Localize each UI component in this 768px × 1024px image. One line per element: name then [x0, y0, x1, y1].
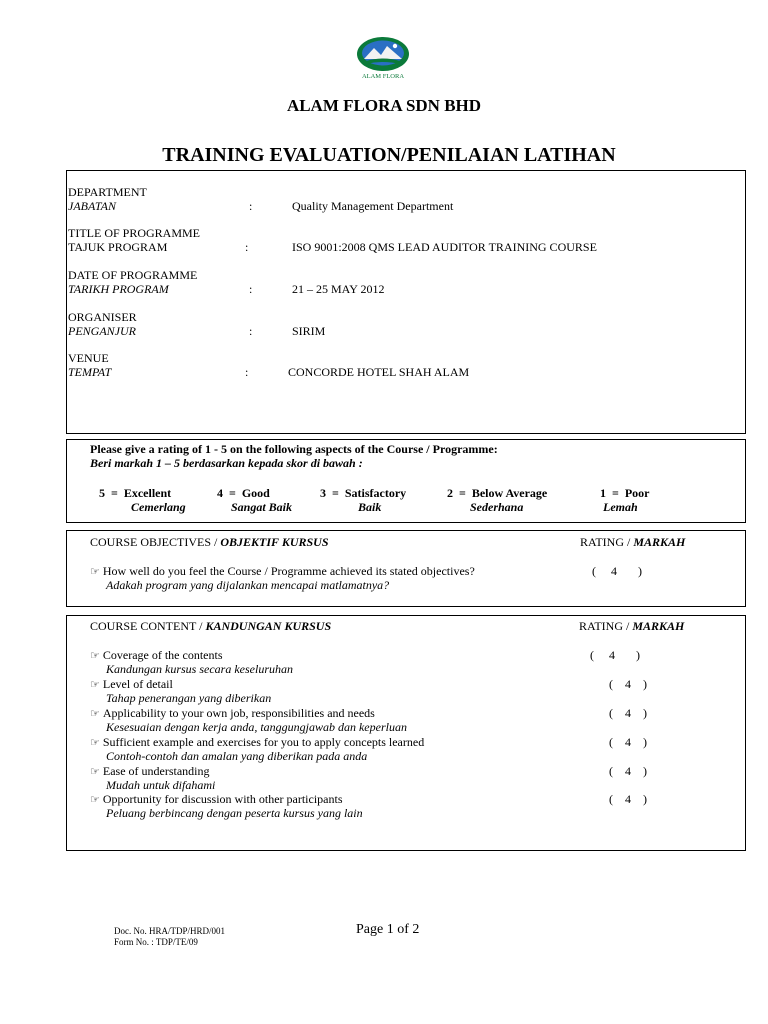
- scale-4-en: 4 = Good: [217, 486, 270, 500]
- venue-value: CONCORDE HOTEL SHAH ALAM: [288, 365, 470, 379]
- content-item-ease-rating: ( 4 ): [609, 764, 647, 778]
- pointing-hand-icon: ☞: [90, 766, 100, 778]
- content-item-examples-rating: ( 4 ): [609, 735, 647, 749]
- page-number: Page 1 of 2: [356, 922, 420, 937]
- title-value: ISO 9001:2008 QMS LEAD AUDITOR TRAINING COURSE: [292, 240, 597, 254]
- pointing-hand-icon: ☞: [90, 566, 100, 578]
- colon: :: [249, 324, 253, 338]
- venue-label: VENUE: [68, 351, 109, 365]
- scale-5-ms: Cemerlang: [131, 500, 186, 514]
- content-item-discussion: ☞ Opportunity for discussion with other participants: [90, 792, 343, 806]
- content-item-coverage-ms: Kandungan kursus secara keseluruhan: [106, 662, 293, 676]
- objectives-heading: COURSE OBJECTIVES / OBJEKTIF KURSUS: [90, 535, 329, 549]
- objectives-rating-heading: RATING / MARKAH: [580, 535, 686, 549]
- date-label: DATE OF PROGRAMME: [68, 268, 198, 282]
- form-title: TRAINING EVALUATION/PENILAIAN LATIHAN: [162, 144, 616, 166]
- content-item-coverage: ☞ Coverage of the contents: [90, 648, 223, 662]
- objective-item-1-rating: ( 4 ): [592, 564, 642, 578]
- content-item-examples-ms: Contoh-contoh dan amalan yang diberikan pada anda: [106, 749, 368, 763]
- tempat-label: TEMPAT: [68, 365, 112, 379]
- content-item-detail-rating: ( 4 ): [609, 677, 647, 691]
- jabatan-label: JABATAN: [68, 199, 116, 213]
- tarikh-label: TARIKH PROGRAM: [68, 282, 169, 296]
- tajuk-label: TAJUK PROGRAM: [68, 240, 168, 254]
- rating-instruction-en: Please give a rating of 1 - 5 on the following aspects of the Course / Programme:: [90, 442, 498, 456]
- content-item-applicability: ☞ Applicability to your own job, responsibilities and needs: [90, 706, 375, 720]
- organiser-label: ORGANISER: [68, 310, 137, 324]
- content-item-applicability-rating: ( 4 ): [609, 706, 647, 720]
- logo-text: ALAM FLORA: [361, 73, 405, 80]
- penganjur-label: PENGANJUR: [68, 324, 136, 338]
- scale-5-en: 5 = Excellent: [99, 486, 172, 500]
- scale-3-ms: Baik: [358, 500, 382, 514]
- content-item-discussion-rating: ( 4 ): [609, 792, 647, 806]
- objective-item-1: ☞ How well do you feel the Course / Programme achieved its stated objectives?: [90, 564, 475, 578]
- objective-item-1-ms: Adakah program yang dijalankan mencapai matlamatnya?: [106, 578, 390, 592]
- content-rating-heading: RATING / MARKAH: [579, 619, 685, 633]
- content-item-ease: ☞ Ease of understanding: [90, 764, 210, 778]
- colon: :: [245, 365, 249, 379]
- alam-flora-logo: [352, 34, 414, 84]
- pointing-hand-icon: ☞: [90, 737, 100, 749]
- colon: :: [249, 282, 253, 296]
- content-item-discussion-ms: Peluang berbincang dengan peserta kursus yang lain: [106, 806, 363, 820]
- colon: :: [249, 199, 253, 213]
- content-heading: COURSE CONTENT / KANDUNGAN KURSUS: [90, 619, 332, 633]
- scale-4-ms: Sangat Baik: [231, 500, 293, 514]
- rating-instruction-ms: Beri markah 1 – 5 berdasarkan kepada skor di bawah :: [90, 456, 363, 470]
- pointing-hand-icon: ☞: [90, 650, 100, 662]
- doc-number: Doc. No. HRA/TDP/HRD/001: [114, 926, 226, 936]
- scale-2-ms: Sederhana: [470, 500, 524, 514]
- pointing-hand-icon: ☞: [90, 794, 100, 806]
- content-item-examples: ☞ Sufficient example and exercises for you to apply concepts learned: [90, 735, 425, 749]
- scale-1-en: 1 = Poor: [600, 486, 650, 500]
- content-item-applicability-ms: Kesesuaian dengan kerja anda, tanggungjawab dan keperluan: [106, 720, 407, 734]
- content-item-ease-ms: Mudah untuk difahami: [106, 778, 216, 792]
- content-item-detail: ☞ Level of detail: [90, 677, 173, 691]
- colon: :: [245, 240, 249, 254]
- content-item-coverage-rating: ( 4 ): [590, 648, 640, 662]
- department-value: Quality Management Department: [292, 199, 454, 213]
- form-number: Form No. : TDP/TE/09: [114, 937, 198, 947]
- pointing-hand-icon: ☞: [90, 679, 100, 691]
- title-label: TITLE OF PROGRAMME: [68, 226, 201, 240]
- pointing-hand-icon: ☞: [90, 708, 100, 720]
- scale-2-en: 2 = Below Average: [447, 486, 548, 500]
- date-value: 21 – 25 MAY 2012: [292, 282, 385, 296]
- scale-3-en: 3 = Satisfactory: [320, 486, 407, 500]
- scale-1-ms: Lemah: [603, 500, 638, 514]
- organiser-value: SIRIM: [292, 324, 326, 338]
- content-item-detail-ms: Tahap penerangan yang diberikan: [106, 691, 272, 705]
- department-label: DEPARTMENT: [68, 185, 147, 199]
- company-name: ALAM FLORA SDN BHD: [286, 96, 482, 115]
